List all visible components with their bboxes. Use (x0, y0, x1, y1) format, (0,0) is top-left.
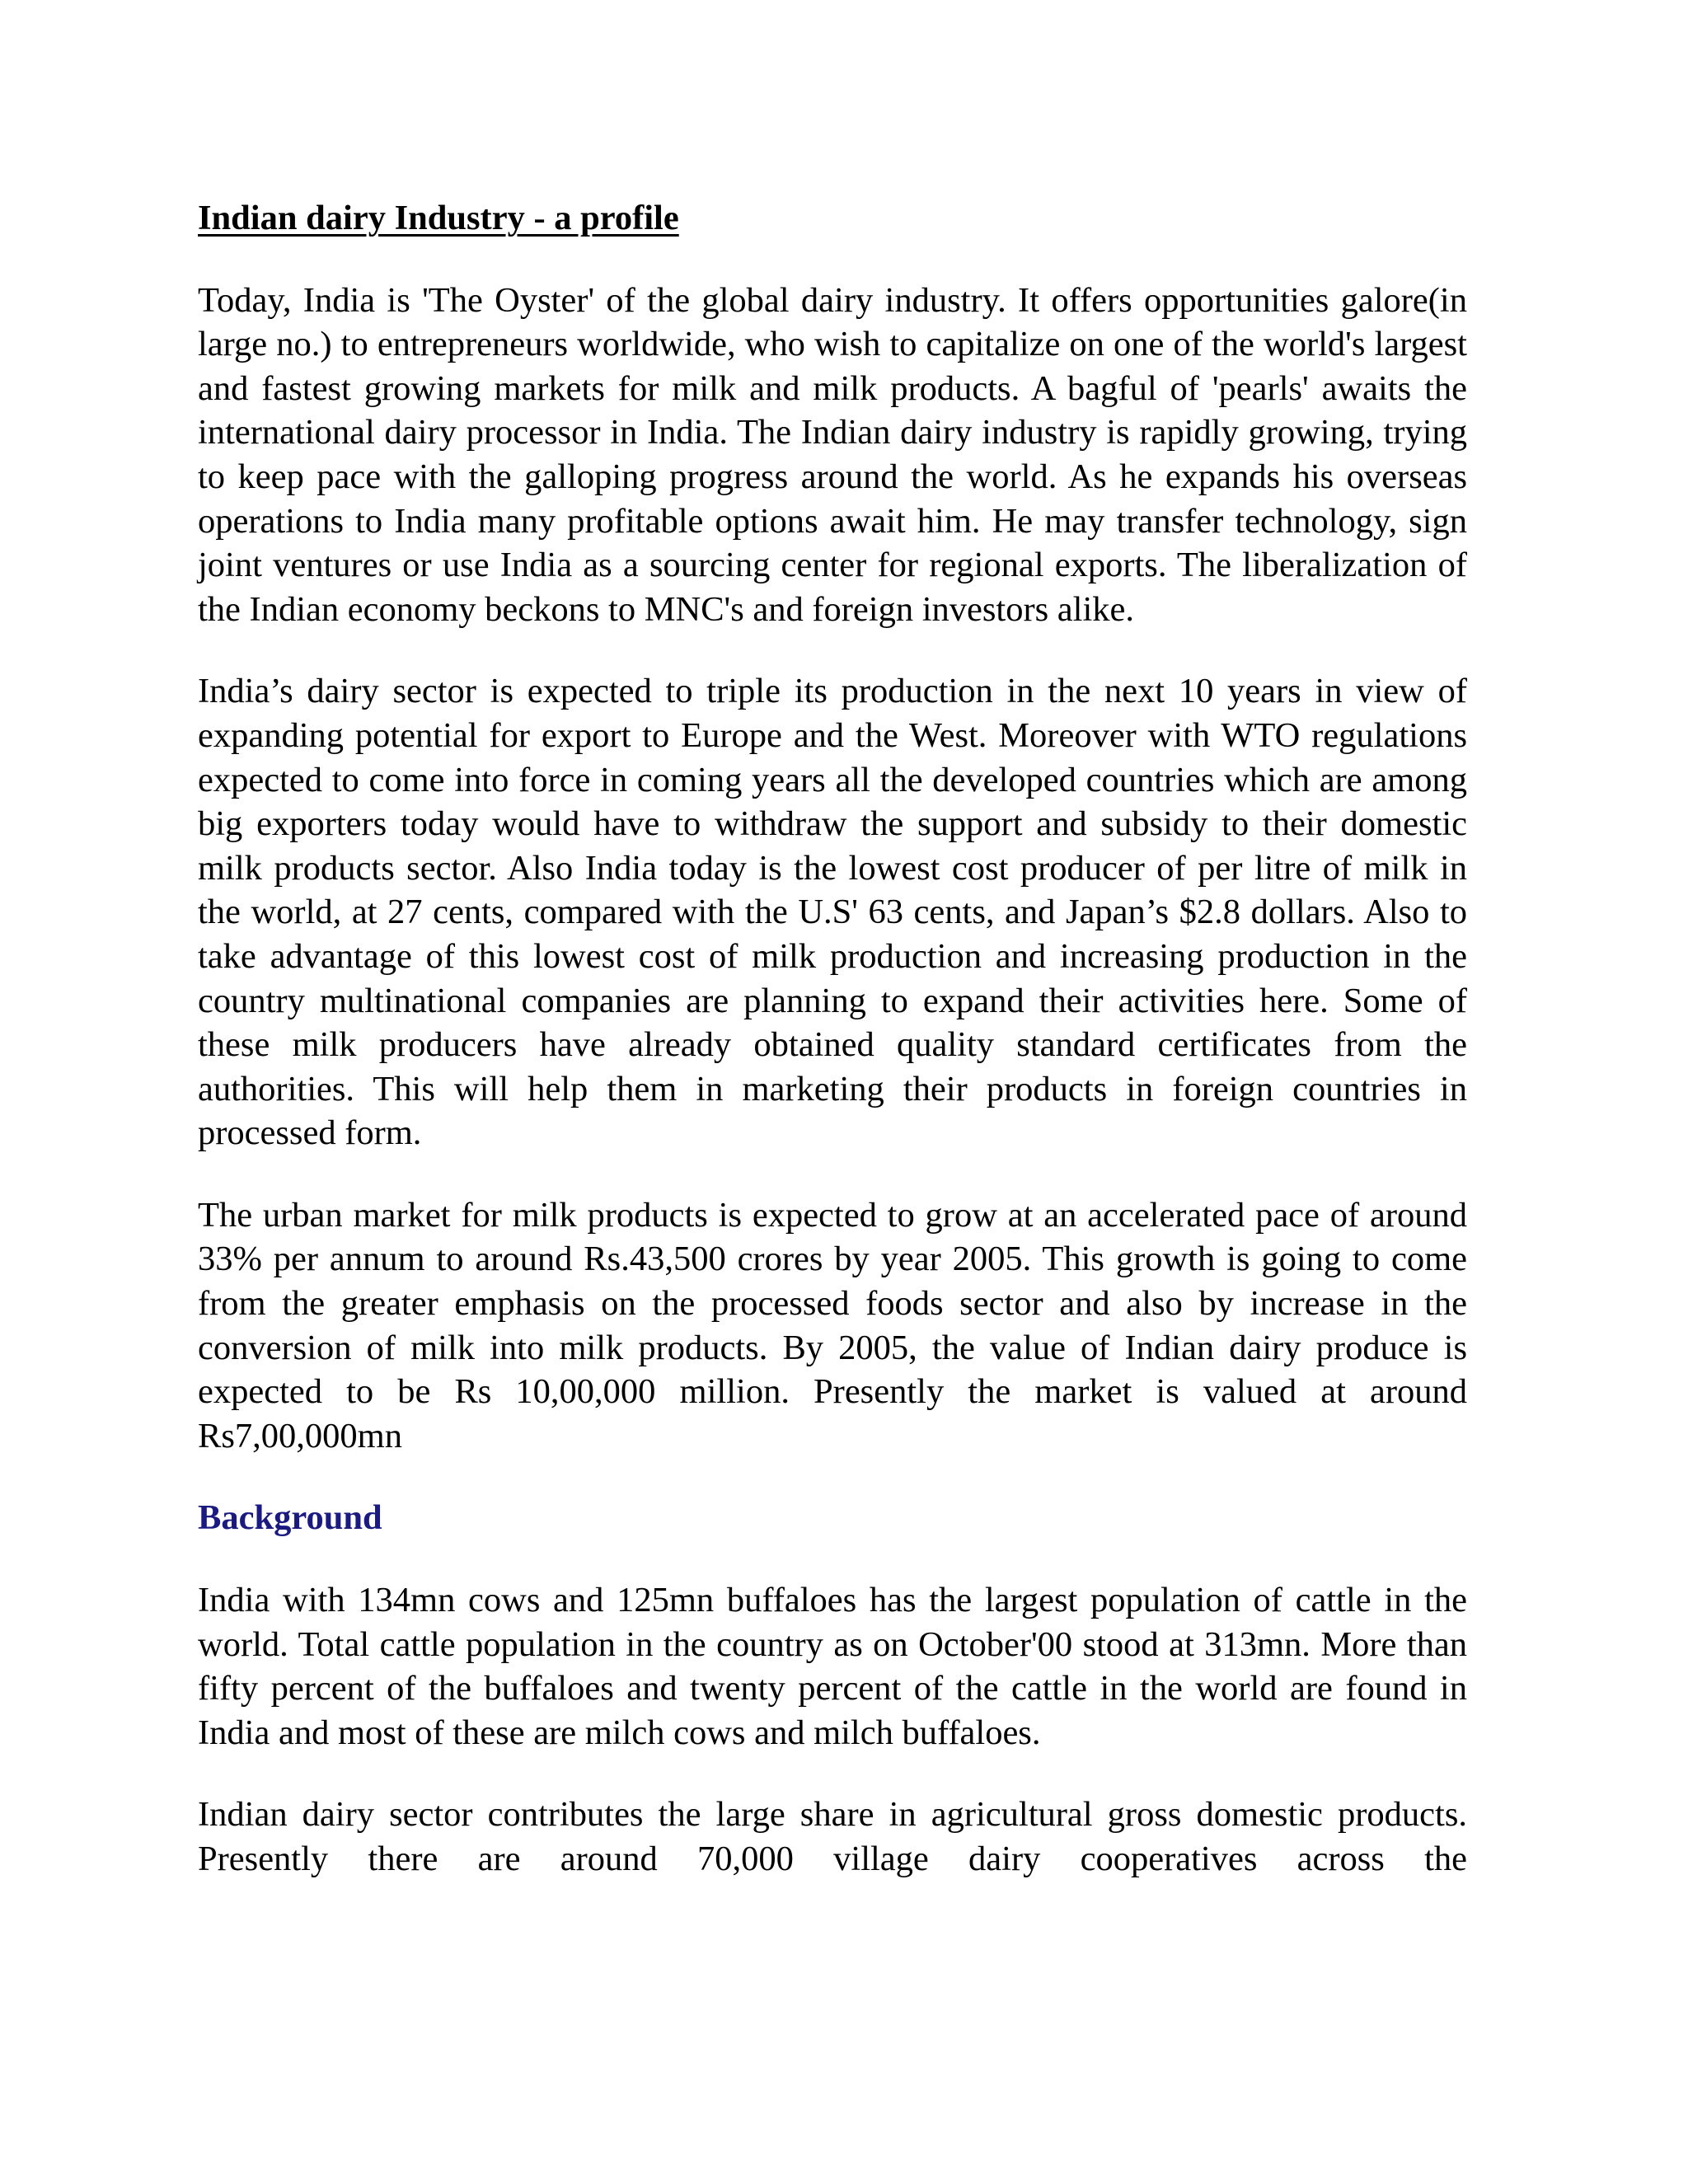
paragraph-intro-1: Today, India is 'The Oyster' of the global dairy industry. It offers opportunities galore(in large no.) to entrepreneurs worldwide, who wish to capitalize on one of the world's largest and fastest growing markets for milk and milk products. A bagful of 'pearls' awaits the international dairy processor in India. The Indian dairy industry is rapidly growing, trying to keep pace with the galloping progress around the world. As he expands his overseas operations to India many profitable options await him. He may transfer technology, sign joint ventures or use India as a sourcing center for regional exports. The liberalization of the Indian economy beckons to MNC's and foreign investors alike. (198, 280, 1467, 629)
paragraph-background-1: India with 134mn cows and 125mn buffaloes has the largest population of cattle in the world. Total cattle population in the country as on October'00 stood at 313mn. More than fifty percent of the buffaloes and twenty percent of the cattle in the world are found in India and most of these are milch cows and milch buffaloes. (198, 1581, 1467, 1752)
document-page (198, 196, 1467, 1882)
document-title: Indian dairy Industry - a profile (198, 199, 679, 237)
paragraph-intro-3: The urban market for milk products is expected to grow at an accelerated pace of around 33% per annum to around Rs.43,500 crores by year 2005. This growth is going to come from the greater emphasis on the processed foods sector and also by increase in the conversion of milk into milk products. By 2005, the value of Indian dairy produce is expected to be Rs 10,00,000 million. Presently the market is valued at around Rs7,00,000mn (198, 1195, 1467, 1455)
section-heading-background: Background (198, 1498, 382, 1538)
paragraph-background-2: Indian dairy sector contributes the large share in agricultural gross domestic products. Presently there are around 70,000 village dairy cooperatives across the (198, 1795, 1467, 1878)
paragraph-intro-2: India’s dairy sector is expected to triple its production in the next 10 years in view of expanding potential for export to Europe and the West. Moreover with WTO regulations expected to come into force in coming years all the developed countries which are among big exporters today would have to withdraw the support and subsidy to their domestic milk products sector. Also India today is the lowest cost producer of per litre of milk in the world, at 27 cents, compared with the U.S' 63 cents, and Japan’s $2.8 dollars. Also to take advantage of this lowest cost of milk production and increasing production in the country multinational companies are planning to expand their activities here. Some of these milk producers have already obtained quality standard certificates from the authorities. This will help them in marketing their products in foreign countries in processed form. (198, 672, 1467, 1153)
